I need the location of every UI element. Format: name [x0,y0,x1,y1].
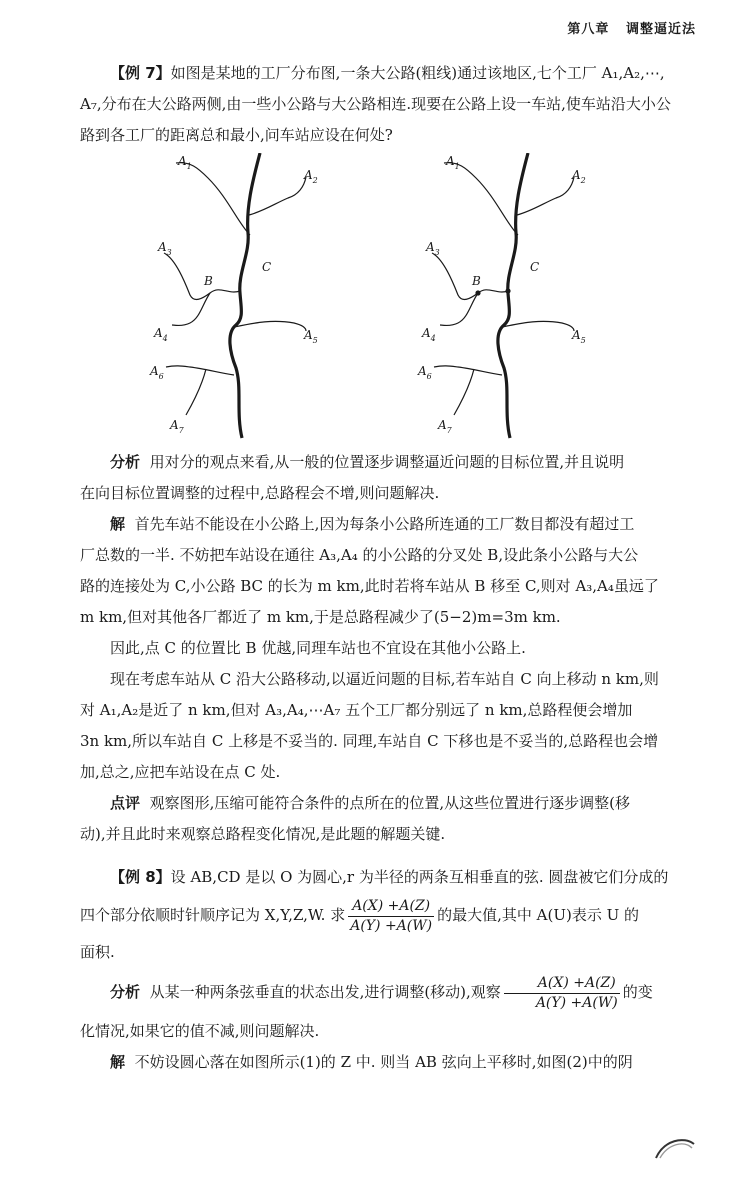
label-a1: $A_1$ [178,154,192,171]
page-header [567,18,696,37]
page-body [80,58,696,1078]
label-a2-right: $A_2$ [572,168,586,185]
example8-analysis: 分析 从某一种两条弦垂直的状态出发,进行调整(移动),观察 $\frac{A(X) +A(Z)}{A(Y) +A(W)}$ 的变 [110,974,653,1011]
example7-para3-line4: 加,总之,应把车站设在点 C 处. [80,763,281,781]
example7-solution-line4: m km,但对其他各厂都近了 m km,于是总路程减少了(5−2)m=3m km. [80,608,561,626]
label-b: B [204,274,213,288]
label-c: C [262,260,272,274]
label-a4-right: $A_4$ [422,326,436,343]
example7-analysis: 分析 用对分的观点来看,从一般的位置逐步调整逼近问题的目标位置,并且说明 [110,453,625,471]
example7-comment: 点评 观察图形,压缩可能符合条件的点所在的位置,从这些位置进行逐步调整(移 [110,794,630,812]
label-a5: $A_5$ [304,328,318,345]
example8-analysis-line2: 化情况,如果它的值不减,则问题解决. [80,1022,320,1040]
example7-analysis-line2: 在向目标位置调整的过程中,总路程会不增,则问题解决. [80,484,440,502]
label-c-right: C [530,260,540,274]
example7-problem-line2: A₇,分布在大公路两侧,由一些小公路与大公路相连.现要在公路上设一车站,使车站沿大小公 [80,95,671,113]
label-a6-right: $A_6$ [418,364,432,381]
example8-label: 【例 8】 [110,868,171,886]
area-ratio-fraction-analysis: $\frac{A(X) +A(Z)}{A(Y) +A(W)}$ [504,974,620,1013]
label-a3-right: $A_3$ [426,240,440,257]
label-a5-right: $A_5$ [572,328,586,345]
label-b-right: B [472,274,481,288]
label-a3: $A_3$ [158,240,172,257]
label-a2: $A_2$ [304,168,318,185]
example7-comment-line2: 动),并且此时来观察总路程变化情况,是此题的解题关键. [80,825,446,843]
factory-figures [80,153,696,443]
label-a1-right: $A_1$ [446,154,460,171]
factory-map-right [414,153,614,443]
area-ratio-fraction: $\frac{A(X) +A(Z)}{A(Y) +A(W)}$ [350,897,433,934]
example7-label: 【例 7】 [110,64,171,82]
label-a7-right: $A_7$ [438,418,452,435]
example7-problem-line3: 路到各工厂的距离总和最小,问车站应设在何处? [80,126,393,144]
chapter-number: 第八章 [567,22,610,37]
label-a7: $A_7$ [170,418,184,435]
chapter-title: 调整逼近法 [625,22,696,37]
point-c [505,288,510,293]
page-curl-icon [654,1134,696,1160]
example7-para3-line3: 3n km,所以车站自 C 上移是不妥当的. 同理,车站自 C 下移也是不妥当的,总路程也会增 [80,732,659,750]
example8-problem: 【例 8】设 AB,CD 是以 O 为圆心,r 为半径的两条互相垂直的弦. 圆盘被它们分成的 [110,868,669,886]
example7-solution: 解 首先车站不能设在小公路上,因为每条小公路所连通的工厂数目都没有超过工 [110,515,635,533]
example7-solution-line3: 路的连接处为 C,小公路 BC 的长为 m km,此时若将车站从 B 移至 C,则对 A₃,A₄虽远了 [80,577,659,595]
example7-para2: 因此,点 C 的位置比 B 优越,同理车站也不宜设在其他小公路上. [110,639,526,657]
example7-problem: 【例 7】如图是某地的工厂分布图,一条大公路(粗线)通过该地区,七个工厂 A₁,A₂,⋯, [110,64,665,82]
example7-para3: 现在考虑车站从 C 沿大公路移动,以逼近问题的目标,若车站自 C 向上移动 n km,则 [110,670,659,688]
example7-solution-line2: 厂总数的一半. 不妨把车站设在通往 A₃,A₄ 的小公路的分叉处 B,设此条小公路与大公 [80,546,639,564]
label-a6: $A_6$ [150,364,164,381]
example7-para3-line2: 对 A₁,A₂是近了 n km,但对 A₃,A₄,⋯A₇ 五个工厂都分别远了 n km,总路程便会增加 [80,701,633,719]
example8-problem-line2: 四个部分依顺时针顺序记为 X,Y,Z,W. 求 $\frac{A(X) +A(Z)}{A(Y) +A(W)}$ 的最大值,其中 A(U)表示 U 的 [80,897,640,934]
example8-problem-line3: 面积. [80,943,115,961]
label-a4: $A_4$ [154,326,168,343]
example8-solution: 解 不妨设圆心落在如图所示(1)的 Z 中. 则当 AB 弦向上平移时,如图(2)中的阴 [110,1053,633,1071]
factory-map-left [146,153,346,443]
point-b [475,290,480,295]
